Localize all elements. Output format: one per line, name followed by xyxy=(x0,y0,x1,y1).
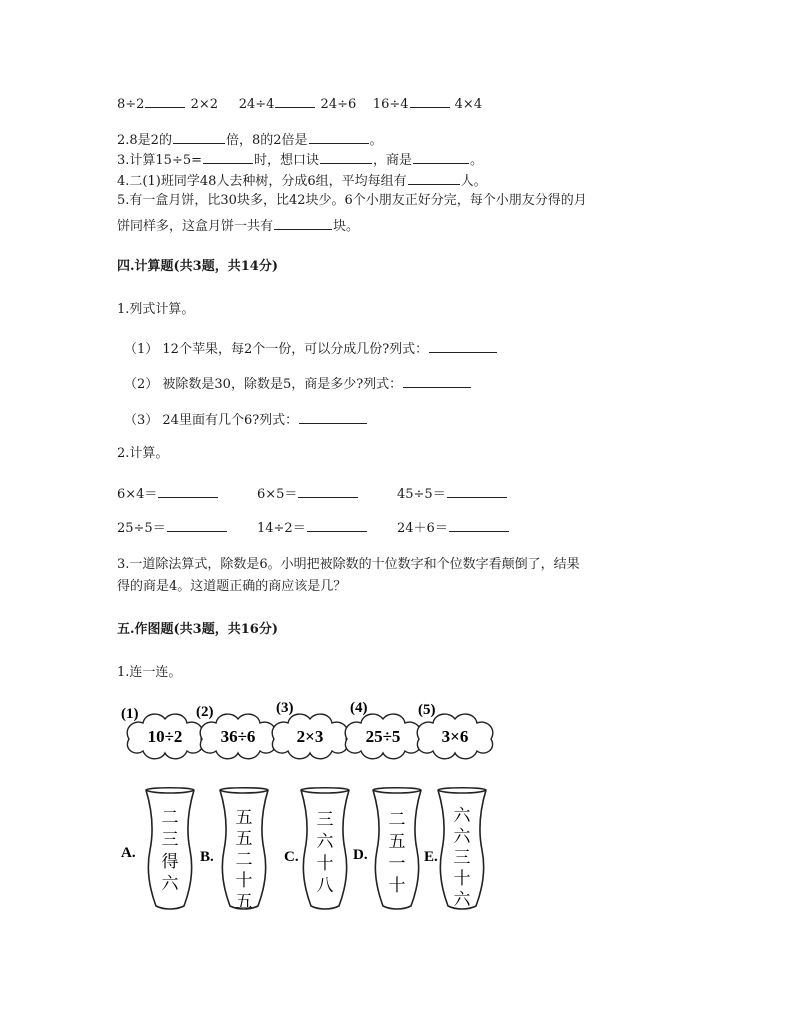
cloud-4[interactable] xyxy=(345,700,421,759)
q-text: 倍，8的2倍是 xyxy=(225,133,308,148)
q-text: （2） 被除数是30，除数是5，商是多少?列式： xyxy=(124,377,403,392)
calc-expr: 14÷2＝ xyxy=(257,521,306,536)
question-3-3 xyxy=(117,150,483,169)
answer-blank[interactable] xyxy=(298,484,358,498)
calc-expr: 6×4＝ xyxy=(117,487,158,502)
cloud-expr: 3×6 xyxy=(441,727,469,746)
section-5-q1-title: 1.连一连。 xyxy=(117,665,182,680)
q-text: 。 xyxy=(470,153,484,168)
answer-blank[interactable] xyxy=(173,130,225,144)
section-4-q1-title: 1.列式计算。 xyxy=(117,302,195,317)
calc-item xyxy=(117,484,219,503)
expr-1: 8÷2 xyxy=(117,97,145,112)
expr-3: 24÷4 xyxy=(238,97,275,112)
answer-blank[interactable] xyxy=(309,130,369,144)
vase-char: 六 xyxy=(161,874,179,893)
answer-blank[interactable] xyxy=(158,484,218,498)
expr-4: 24÷6 xyxy=(320,97,357,112)
vase-label: C. xyxy=(284,849,299,865)
list-item xyxy=(124,339,498,358)
q-text: 2.8是2的 xyxy=(117,133,172,148)
answer-blank[interactable] xyxy=(413,150,469,164)
cloud-num: (4) xyxy=(350,700,368,716)
vase-char: 五 xyxy=(235,808,253,827)
answer-blank[interactable] xyxy=(408,171,460,185)
vase-char: 三 xyxy=(161,830,179,849)
vase-d[interactable] xyxy=(353,788,421,909)
q-text: 块。 xyxy=(333,219,360,234)
cloud-5[interactable] xyxy=(417,702,493,759)
answer-blank[interactable] xyxy=(307,518,367,532)
cloud-expr: 2×3 xyxy=(296,727,324,746)
vase-char: 十 xyxy=(453,869,471,888)
answer-blank[interactable] xyxy=(203,150,253,164)
section-4-heading: 四.计算题(共3题，共14分) xyxy=(117,259,278,274)
vase-label: A. xyxy=(121,845,136,861)
vase-char: 六 xyxy=(453,827,471,846)
vase-char: 三 xyxy=(453,848,471,867)
calc-expr: 24＋6＝ xyxy=(397,521,448,536)
answer-blank[interactable] xyxy=(429,339,497,353)
calc-item xyxy=(257,518,368,537)
vase-label: B. xyxy=(200,849,214,865)
expr-5: 16÷4 xyxy=(372,97,409,112)
q-text: 人。 xyxy=(460,174,487,189)
vase-char: 六 xyxy=(453,890,471,909)
cloud-expr: 36÷6 xyxy=(220,727,256,746)
vase-char: 十 xyxy=(316,854,334,873)
cloud-num: (2) xyxy=(196,704,214,720)
cloud-num: (1) xyxy=(121,706,139,722)
q-text: 。 xyxy=(369,133,383,148)
answer-blank[interactable] xyxy=(167,518,227,532)
vase-char: 二 xyxy=(388,810,406,829)
vase-char: 一 xyxy=(388,854,406,873)
vase-a[interactable] xyxy=(121,788,194,909)
q-text: 4.二(1)班同学48人去种树，分成6组，平均每组有 xyxy=(117,174,407,189)
cloud-2[interactable] xyxy=(196,704,276,759)
calc-expr: 45÷5＝ xyxy=(397,487,446,502)
q-text: 3.计算15÷5= xyxy=(117,153,203,168)
answer-blank[interactable] xyxy=(449,518,509,532)
answer-blank[interactable] xyxy=(410,94,450,108)
calc-item xyxy=(397,484,508,503)
cloud-1[interactable] xyxy=(121,706,203,759)
calc-item xyxy=(397,518,510,537)
vase-char: 得 xyxy=(161,852,179,871)
section-4-q3b: 得的商是4。这道题正确的商应该是几？ xyxy=(117,579,347,594)
fill-line-1 xyxy=(117,94,482,113)
calc-expr: 25÷5＝ xyxy=(117,521,166,536)
cloud-num: (5) xyxy=(418,702,436,718)
cloud-expr: 10÷2 xyxy=(147,727,183,746)
answer-blank[interactable] xyxy=(320,150,372,164)
vase-c[interactable] xyxy=(284,788,349,909)
matching-figure xyxy=(0,695,794,935)
section-5-heading: 五.作图题(共3题，共16分) xyxy=(117,622,278,637)
vase-char: 六 xyxy=(453,806,471,825)
vase-char: 十 xyxy=(388,876,406,895)
answer-blank[interactable] xyxy=(275,94,315,108)
q-text: （3） 24里面有几个6?列式： xyxy=(124,413,299,428)
q-text: （1） 12个苹果，每2个一份，可以分成几份?列式： xyxy=(124,342,429,357)
vase-char: 五 xyxy=(235,829,253,848)
vase-char: 二 xyxy=(235,850,253,869)
vase-label: D. xyxy=(353,847,368,863)
expr-2: 2×2 xyxy=(190,97,219,112)
cloud-3[interactable] xyxy=(272,700,348,759)
question-3-2 xyxy=(117,130,383,149)
list-item xyxy=(124,410,368,429)
calc-item xyxy=(257,484,359,503)
cloud-num: (3) xyxy=(276,700,294,716)
cloud-expr: 25÷5 xyxy=(365,727,401,746)
calc-expr: 6×5＝ xyxy=(257,487,298,502)
answer-blank[interactable] xyxy=(299,410,367,424)
list-item xyxy=(124,374,472,393)
q-text: 饼同样多，这盒月饼一共有 xyxy=(117,219,274,234)
section-4-q2-title: 2.计算。 xyxy=(117,446,169,461)
vase-char: 五 xyxy=(235,892,253,911)
vase-b[interactable] xyxy=(200,788,268,911)
q-text: 5.有一盒月饼，比30块多，比42块少。6个小朋友正好分完，每个小朋友分得的月 xyxy=(117,193,587,208)
vase-char: 六 xyxy=(316,832,334,851)
expr-6: 4×4 xyxy=(454,97,483,112)
calc-item xyxy=(117,518,228,537)
answer-blank[interactable] xyxy=(447,484,507,498)
vase-char: 三 xyxy=(316,810,334,829)
vase-char: 二 xyxy=(161,808,179,827)
answer-blank[interactable] xyxy=(274,216,332,230)
answer-blank[interactable] xyxy=(145,94,185,108)
vase-e[interactable] xyxy=(424,788,486,909)
answer-blank[interactable] xyxy=(403,374,471,388)
q-text: ，商是 xyxy=(373,153,413,168)
vase-label: E. xyxy=(424,849,438,865)
q-text: 时，想口诀 xyxy=(254,153,320,168)
section-4-q3a: 3.一道除法算式，除数是6。小明把被除数的十位数字和个位数字看颠倒了，结果 xyxy=(117,557,580,572)
question-3-4 xyxy=(117,171,487,190)
question-3-5b xyxy=(117,216,359,235)
question-3-5a xyxy=(117,193,587,209)
vase-char: 十 xyxy=(235,871,253,890)
vase-char: 八 xyxy=(316,876,334,895)
vase-char: 五 xyxy=(388,832,406,851)
